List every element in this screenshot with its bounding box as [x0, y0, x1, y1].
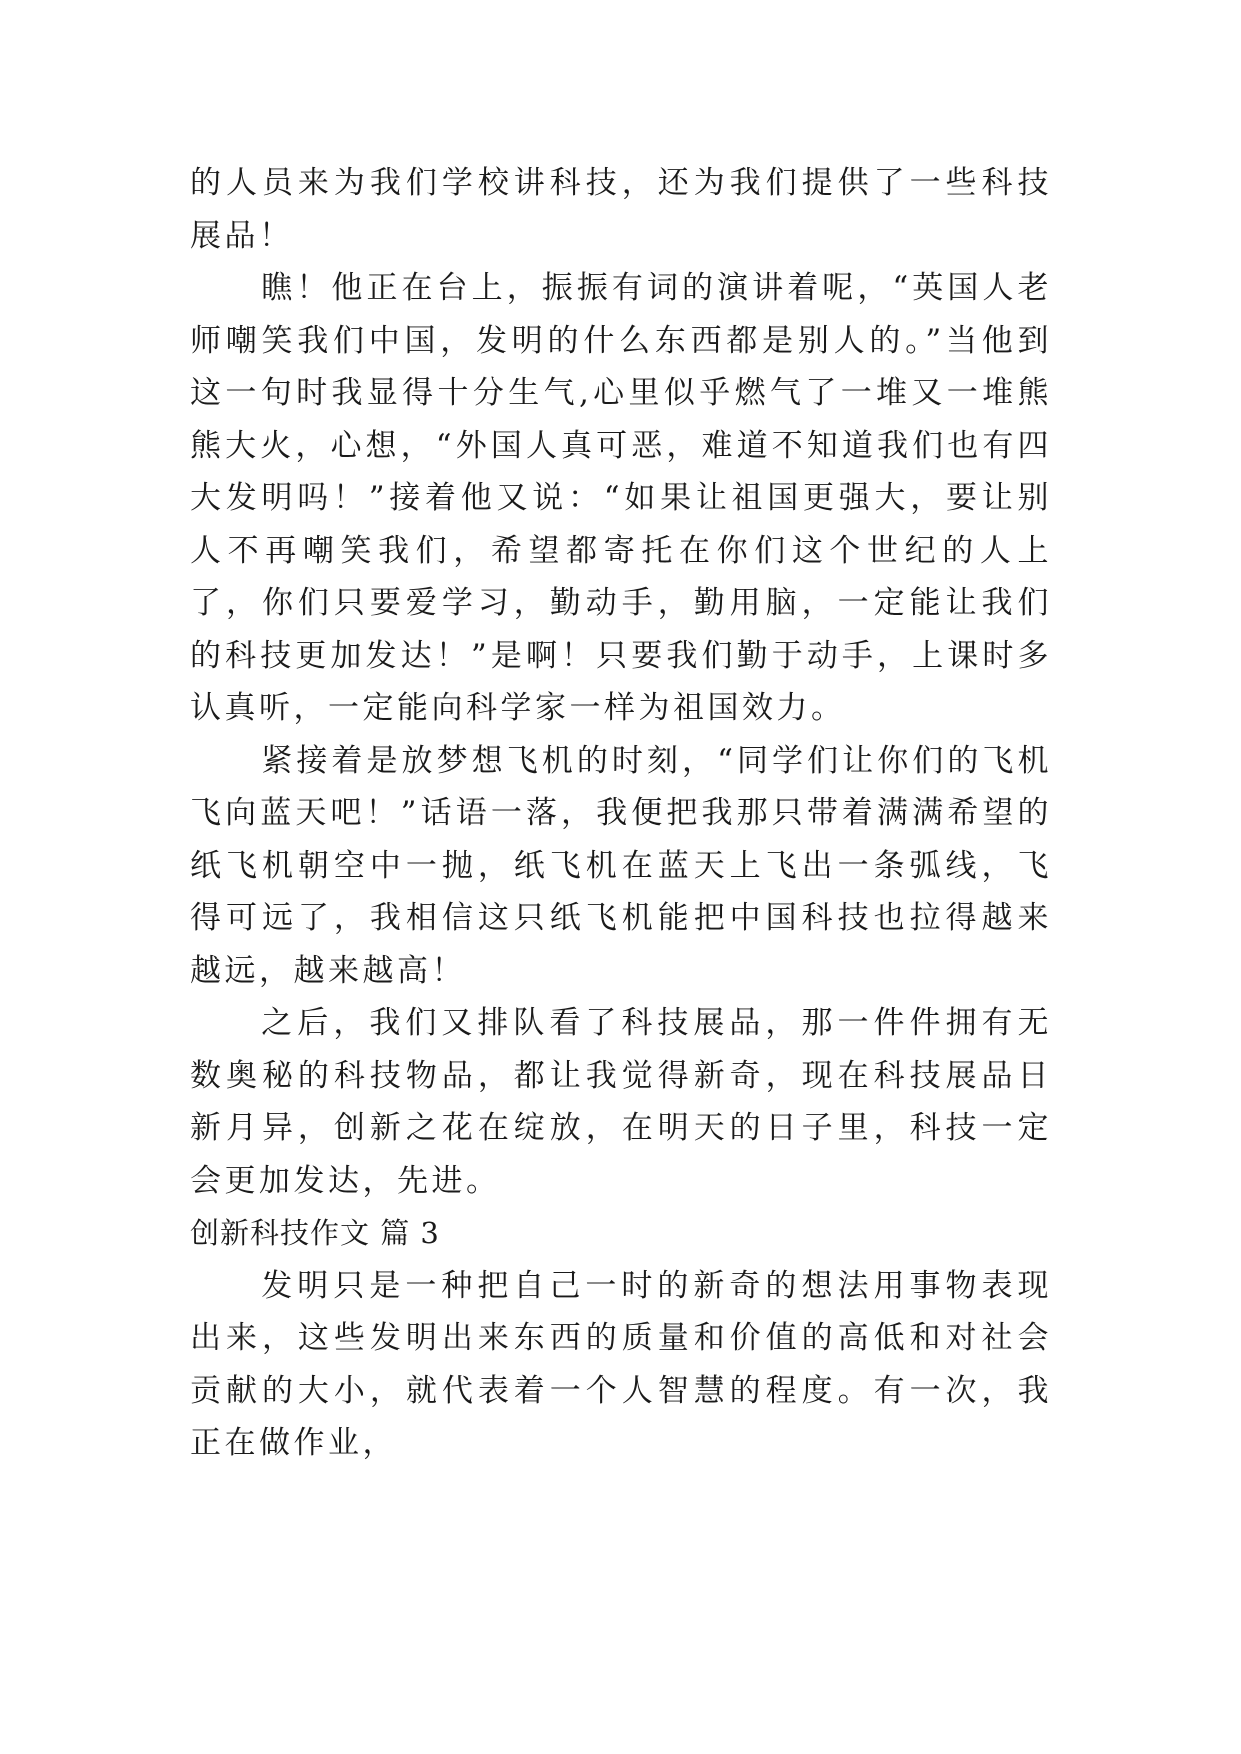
paragraph-1: 的人员来为我们学校讲科技，还为我们提供了一些科技展品！ [190, 165, 1052, 254]
paragraph-5: 发明只是一种把自己一时的新奇的想法用事物表现出来，这些发明出来东西的质量和价值的高低和对社会贡献的大小，就代表着一个人智慧的程度。有一次，我正在做作业， [190, 1267, 1052, 1461]
paragraph-2: 瞧！他正在台上，振振有词的演讲着呢，“英国人老师嘲笑我们中国，发明的什么东西都是别人的。”当他到这一句时我显得十分生气,心里似乎燃气了一堆又一堆熊熊大火，心想，“外国人真可恶，难道不知道我们也有四大发明吗！”接着他又说：“如果让祖国更强大，要让别人不再嘲笑我们，希望都寄托在你们这个世纪的人上了，你们只要爱学习，勤动手，勤用脑，一定能让我们的科技更加发达！”是啊！只要我们勤于动手，上课时多认真听，一定能向科学家一样为祖国效力。 [190, 270, 1052, 726]
document-body [190, 157, 1052, 1470]
paragraph-3: 紧接着是放梦想飞机的时刻，“同学们让你们的飞机飞向蓝天吧！”话语一落，我便把我那只带着满满希望的纸飞机朝空中一抛，纸飞机在蓝天上飞出一条弧线，飞得可远了，我相信这只纸飞机能把中国科技也拉得越来越远，越来越高！ [190, 742, 1052, 989]
paragraph-4: 之后，我们又排队看了科技展品，那一件件拥有无数奥秘的科技物品，都让我觉得新奇，现在科技展品日新月异，创新之花在绽放，在明天的日子里，科技一定会更加发达，先进。 [190, 1005, 1052, 1199]
section-heading: 创新科技作文 篇 3 [190, 1216, 440, 1250]
